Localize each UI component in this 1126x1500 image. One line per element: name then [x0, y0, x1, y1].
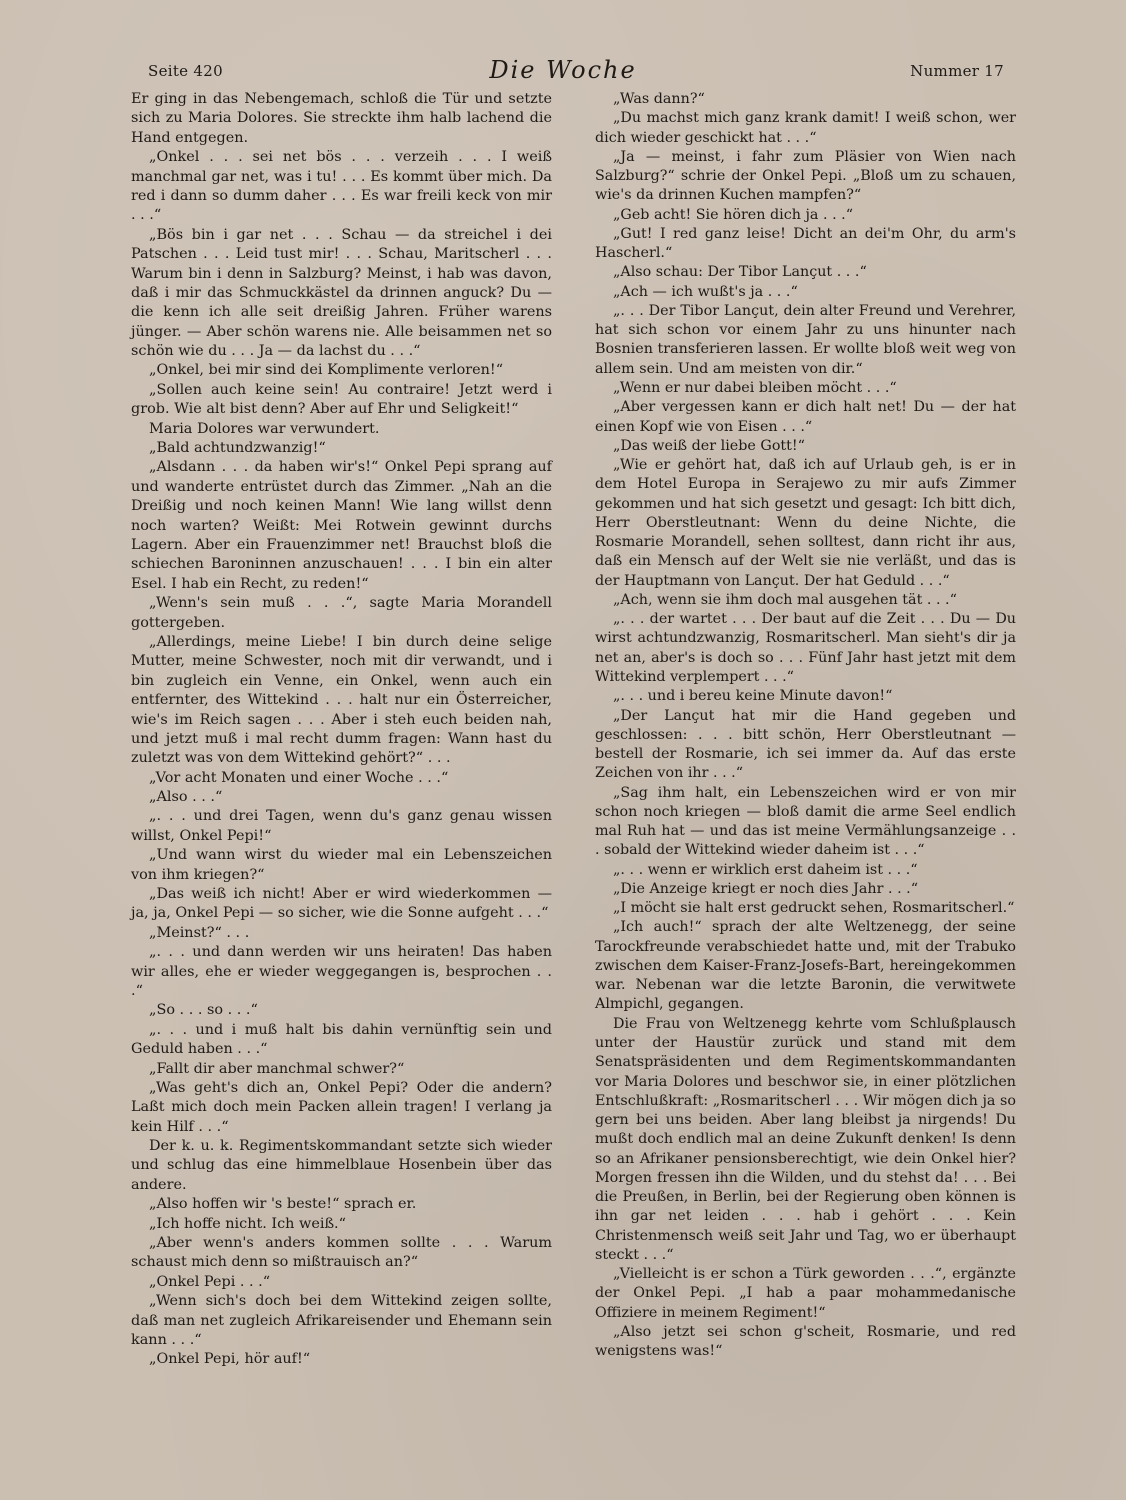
paragraph: „Sollen auch keine sein! Au contraire! Jetzt werd i grob. Wie alt bist denn? Aber auf Ehr und Seligkeit!“: [131, 381, 552, 418]
publication-title: Die Woche: [489, 56, 637, 84]
paragraph: „Onkel . . . sei net bös . . . verzeih . . . I weiß manchmal gar net, was i tu! . . . Es kommt über mich. Da red i dann so dumm daher . . . Es war freili keck von mir . . .“: [131, 149, 552, 224]
paragraph: „. . . und i bereu keine Minute davon!“: [613, 688, 893, 705]
paragraph: „Wenn sich's doch bei dem Wittekind zeigen sollte, daß man net zugleich Afrikareisender und Ehemann sein kann . . .“: [131, 1293, 552, 1348]
paragraph: „. . . wenn er wirklich erst daheim ist . . .“: [613, 861, 918, 878]
paragraph: „Geb acht! Sie hören dich ja . . .“: [613, 206, 854, 223]
paragraph: „. . . und drei Tagen, wenn du's ganz genau wissen willst, Onkel Pepi!“: [131, 808, 552, 844]
paragraph: „Das weiß ich nicht! Aber er wird wiederkommen — ja, ja, Onkel Pepi — so sicher, wie die Sonne aufgeht . . .“: [131, 886, 552, 922]
paragraph: „Ja — meinst, i fahr zum Pläsier von Wien nach Salzburg?“ schrie der Onkel Pepi. „Bloß um zu schauen, wie's da drinnen Kuchen mampfen?“: [595, 148, 1016, 204]
paragraph: „Die Anzeige kriegt er noch dies Jahr . . .“: [613, 880, 919, 897]
paragraph: „Onkel, bei mir sind dei Komplimente verloren!“: [149, 362, 504, 379]
paragraph: „Bald achtundzwanzig!“: [149, 440, 326, 457]
paragraph: „Gut! I red ganz leise! Dicht an dei'm Ohr, du arm's Hascherl.“: [595, 225, 1016, 262]
paragraph: Er ging in das Nebengemach, schloß die Tür und setzte sich zu Maria Dolores. Sie streckte ihm halb lachend die Hand entgegen.: [131, 91, 552, 146]
paragraph: „. . . und i muß halt bis dahin vernünftig sein und Geduld haben . . .“: [131, 1021, 552, 1058]
paragraph: Maria Dolores war verwundert.: [149, 420, 380, 437]
paragraph: „Ich hoffe nicht. Ich weiß.“: [149, 1215, 346, 1232]
paragraph: „Bös bin i gar net . . . Schau — da streichel i dei Patschen . . . Leid tust mir! . . . Schau, Maritscherl . . . Warum bin i denn in Salzburg? Meinst, i hab was davon, daß i mir das Schmuckkästel da drinnen anguck? Du — die kenn ich alle seit dreißig Jahren. Früher warens jünger. — Aber schön warens nie. Alle beisammen net so schön wie du . . . Ja — da lachst du . . .“: [131, 226, 552, 360]
paragraph: „Was dann?“: [613, 91, 705, 107]
paragraph: „Ach — ich wußt's ja . . .“: [613, 283, 798, 300]
paragraph: „Also . . .“: [149, 789, 223, 806]
paragraph: Der k. u. k. Regimentskommandant setzte sich wieder und schlug das eine himmelblaue Hosenbein über das andere.: [131, 1138, 552, 1193]
paragraph: „Ich auch!“ sprach der alte Weltzenegg, der seine Tarockfreunde verabschiedet hatte und, mit der Trabuko zwischen dem Kaiser-Franz-Josefs-Bart, hereingekommen war. Nebenan war die letzte Baronin, die verwitwete Almpichl, gegangen.: [595, 919, 1016, 1013]
paragraph: „Der Lançut hat mir die Hand gegeben und geschlossen: . . . bitt schön, Herr Oberstleutnant — bestell der Rosmarie, ich sei immer da. Auf das erste Zeichen von ihr . . .“: [595, 707, 1016, 782]
left-text-column: [131, 90, 552, 1370]
page-header: [0, 58, 1126, 88]
paragraph: „Ach, wenn sie ihm doch mal ausgehen tät . . .“: [613, 591, 957, 608]
paragraph: „Aber wenn's anders kommen sollte . . . Warum schaust mich denn so mißtrauisch an?“: [131, 1235, 552, 1271]
paragraph: „Wenn er nur dabei bleiben möcht . . .“: [613, 379, 897, 396]
issue-number: Nummer 17: [910, 62, 1004, 80]
paragraph: „Alsdann . . . da haben wir's!“ Onkel Pepi sprang auf und wanderte entrüstet durch das Zimmer. „Nah an die Dreißig und noch keinen Mann! Wie lang willst denn noch warten? Weißt: Mei Rotwein gewinnt durchs Lagern. Aber ein Frauenzimmer net! Brauchst bloß die schiechen Baroninnen anzuschauen! . . . I bin ein alter Esel. I hab ein Recht, zu reden!“: [131, 459, 552, 592]
paragraph: „. . . und dann werden wir uns heiraten! Das haben wir alles, ehe er wieder weggegangen is, besprochen . . .“: [131, 944, 552, 999]
right-text-column: [595, 90, 1016, 1362]
paragraph: „I möcht sie halt erst gedruckt sehen, Rosmaritscherl.“: [613, 900, 1015, 917]
paragraph: „Was geht's dich an, Onkel Pepi? Oder die andern? Laßt mich doch mein Packen allein tragen! I verlang ja kein Hilf . . .“: [131, 1079, 552, 1135]
paragraph: „Onkel Pepi . . .“: [149, 1273, 271, 1290]
paragraph: „Also hoffen wir 's beste!“ sprach er.: [149, 1196, 417, 1213]
paragraph: „. . . Der Tibor Lançut, dein alter Freund und Verehrer, hat sich schon vor einem Jahr zu uns hinunter nach Bosnien transferieren lassen. Er wollte bloß weit weg von allem sein. Und am meisten von dir.“: [595, 302, 1016, 377]
paragraph: „Onkel Pepi, hör auf!“: [149, 1351, 311, 1368]
page-number: Seite 420: [148, 62, 223, 80]
paragraph: „Das weiß der liebe Gott!“: [613, 437, 805, 454]
paragraph: Die Frau von Weltzenegg kehrte vom Schlußplausch unter der Haustür zurück und stand mit dem Senatspräsidenten und dem Regimentskommandanten vor Maria Dolores und beschwor sie, in einer plötzlichen Entschlußkraft: „Rosmaritscherl . . . Wir mögen dich ja so gern bei uns beiden. Aber lang bleibst ja nirgends! Du mußt doch endlich mal an deine Zukunft denken! Is denn so an Afrikaner pensionsberechtigt, wie dein Onkel hier? Morgen fressen ihn die Wilden, und du stehst da! . . . Bei die Preußen, in Berlin, bei der Regierung oben können is ihn gar net leiden . . . hab i gehört . . . Kein Christenmensch weiß seit Jahr und Tag, wo er überhaupt steckt . . .“: [595, 1015, 1016, 1263]
paragraph: „Sag ihm halt, ein Lebenszeichen wird er von mir schon noch kriegen — bloß damit die arme Seel endlich mal Ruh hat — und das ist meine Vermählungsanzeige . . . sobald der Wittekind wieder daheim ist . . .“: [595, 784, 1016, 859]
paragraph: „Also schau: Der Tibor Lançut . . .“: [613, 264, 867, 281]
paragraph: „Du machst mich ganz krank damit! I weiß schon, wer dich wieder geschickt hat . . .“: [595, 110, 1016, 146]
paragraph: „Fallt dir aber manchmal schwer?“: [149, 1060, 405, 1077]
paragraph: „Und wann wirst du wieder mal ein Lebenszeichen von ihm kriegen?“: [131, 847, 552, 883]
paragraph: „Allerdings, meine Liebe! I bin durch deine selige Mutter, meine Schwester, noch mit dir verwandt, und i bin zugleich ein Venne, ein Onkel, wenn auch ein entfernter, des Wittekind . . . halt nur ein Österreicher, wie's im Reich sagen . . . Aber i steh euch beiden nah, und jetzt muß i mal recht dumm fragen: Wann hast du zuletzt was von dem Wittekind gehört?“ . . .: [131, 633, 552, 767]
paragraph: „Vielleicht is er schon a Türk geworden . . .“, ergänzte der Onkel Pepi. „I hab a paar mohammedanische Offiziere in meinem Regiment!“: [595, 1266, 1016, 1321]
paragraph: „. . . der wartet . . . Der baut auf die Zeit . . . Du — Du wirst achtundzwanzig, Rosmaritscherl. Man sieht's dir ja net an, aber's is doch so . . . Fünf Jahr hast jetzt mit dem Wittekind verplempert . . .“: [595, 611, 1016, 685]
paragraph: „Also jetzt sei schon g'scheit, Rosmarie, und red wenigstens was!“: [595, 1324, 1016, 1360]
paragraph: „Wie er gehört hat, daß ich auf Urlaub geh, is er in dem Hotel Europa in Serajewo zu mir aufs Zimmer gekommen und hat sich gesetzt und gesagt: Ich bitt dich, Herr Oberstleutnant: Wenn du deine Nichte, die Rosmarie Morandell, sehen solltest, dann richt ihr aus, daß ein Mensch auf der Welt sie nie verläßt, und das is der Hauptmann von Lançut. Der hat Geduld . . .“: [595, 457, 1016, 589]
paragraph: „Vor acht Monaten und einer Woche . . .“: [149, 769, 449, 786]
paragraph: „Wenn's sein muß . . .“, sagte Maria Morandell gottergeben.: [131, 595, 552, 631]
paragraph: „Meinst?“ . . .: [149, 924, 250, 941]
paragraph: „Aber vergessen kann er dich halt net! Du — der hat einen Kopf wie von Eisen . . .“: [595, 399, 1016, 435]
paragraph: „So . . . so . . .“: [149, 1002, 258, 1019]
